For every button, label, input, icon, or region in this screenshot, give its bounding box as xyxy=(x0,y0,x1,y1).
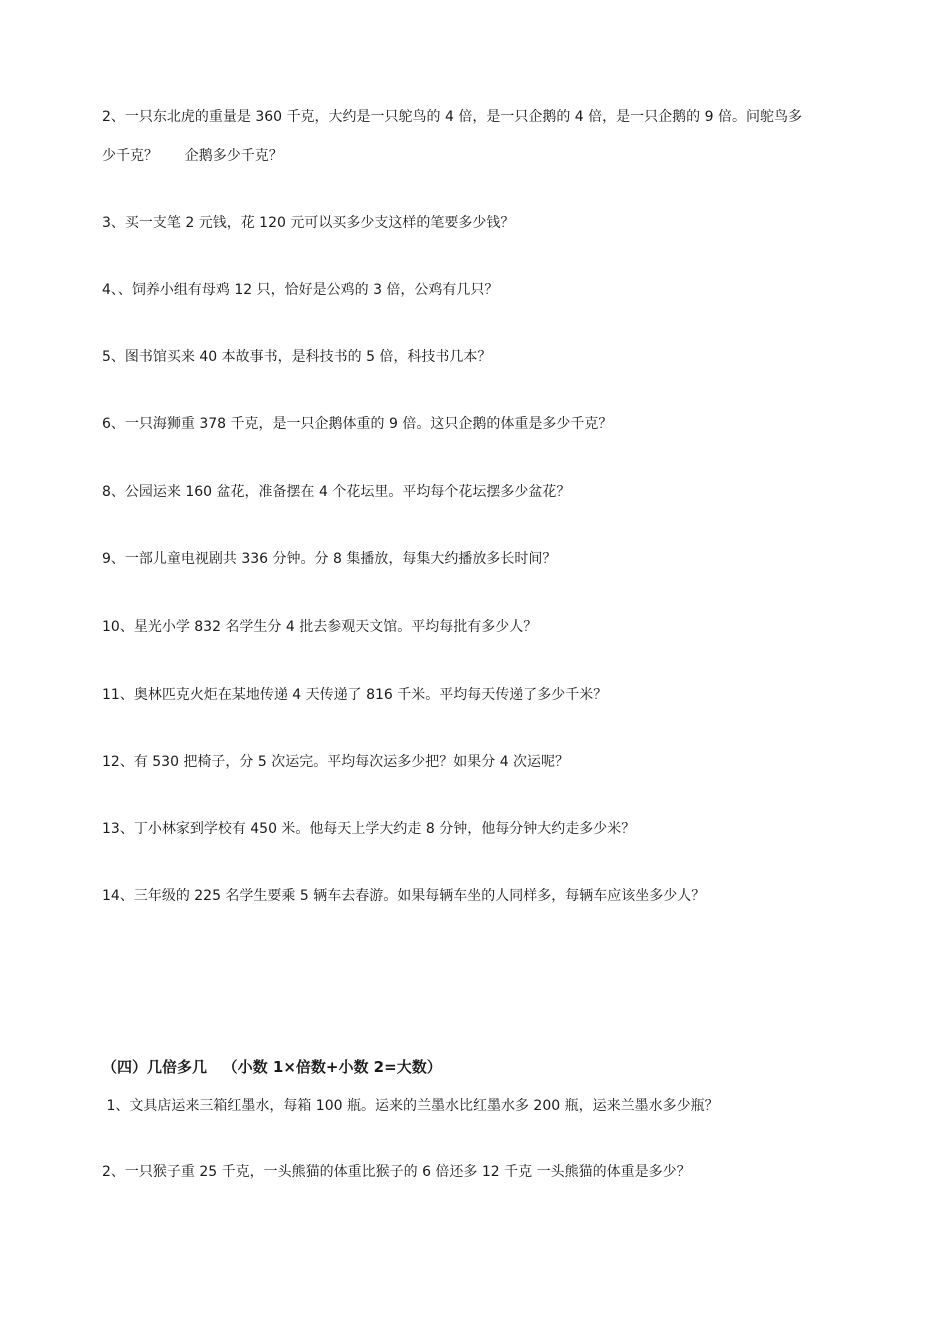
problem-10: 10、星光小学 832 名学生分 4 批去参观天文馆。平均每批有多少人？ xyxy=(102,619,538,635)
problem-4: 4、、饲养小组有母鸡 12 只，恰好是公鸡的 3 倍，公鸡有几只？ xyxy=(102,282,499,298)
problem-13: 13、丁小林家到学校有 450 米。他每天上学大约走 8 分钟，他每分钟大约走多少米？ xyxy=(102,821,636,837)
problem-5: 5、图书馆买来 40 本故事书，是科技书的 5 倍，科技书几本？ xyxy=(102,349,492,365)
problem-2-line-1: 2、一只东北虎的重量是 360 千克，大约是一只鸵鸟的 4 倍，是一只企鹅的 4 倍，是一只企鹅的 9 倍。问鸵鸟多 xyxy=(102,109,802,125)
problem-6: 6、一只海狮重 378 千克，是一只企鹅体重的 9 倍。这只企鹅的体重是多少千克？ xyxy=(102,416,613,432)
problem-14: 14、三年级的 225 名学生要乘 5 辆车去春游。如果每辆车坐的人同样多，每辆车应该坐多少人？ xyxy=(102,888,706,904)
problem-3: 3、买一支笔 2 元钱，花 120 元可以买多少支这样的笔要多少钱？ xyxy=(102,215,515,231)
section-4-problem-2: 2、一只猴子重 25 千克，一头熊猫的体重比猴子的 6 倍还多 12 千克 一头熊猫的体重是多少？ xyxy=(102,1164,691,1180)
problem-11: 11、奥林匹克火炬在某地传递 4 天传递了 816 千米。平均每天传递了多少千米？ xyxy=(102,687,608,703)
problem-2-line-2: 少千克？ 企鹅多少千克？ xyxy=(102,148,283,164)
section-4-heading: （四）几倍多几 （小数 1×倍数+小数 2=大数） xyxy=(102,1058,442,1076)
problem-12: 12、有 530 把椅子，分 5 次运完。平均每次运多少把？如果分 4 次运呢？ xyxy=(102,754,570,770)
problem-9: 9、一部儿童电视剧共 336 分钟。分 8 集播放，每集大约播放多长时间？ xyxy=(102,551,557,567)
problem-8: 8、公园运来 160 盆花，准备摆在 4 个花坛里。平均每个花坛摆多少盆花？ xyxy=(102,484,571,500)
section-4-problem-1: 1、文具店运来三箱红墨水，每箱 100 瓶。运来的兰墨水比红墨水多 200 瓶，运来兰墨水多少瓶？ xyxy=(102,1098,719,1114)
